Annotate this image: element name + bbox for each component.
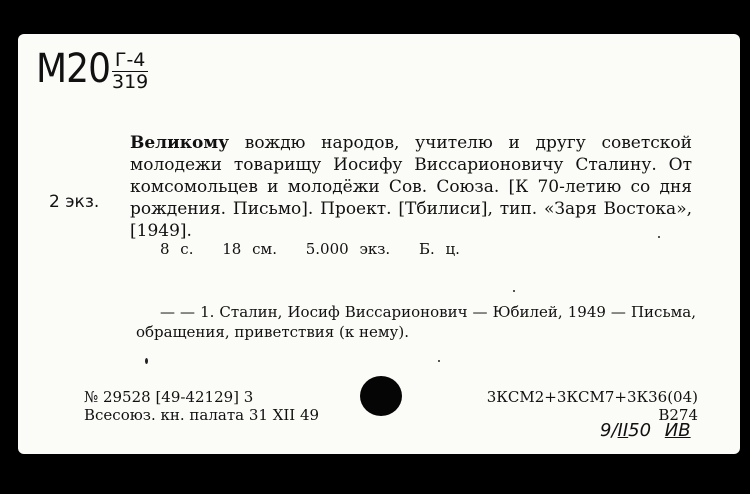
call-number-fraction xyxy=(112,50,148,93)
ink-speck xyxy=(145,358,148,364)
date-day: 9 xyxy=(600,420,612,441)
page-count: 8 с. xyxy=(160,240,194,258)
classification-code: В274 xyxy=(658,406,698,424)
classification-index: 3КСМ2+3КСМ7+3К36(04) xyxy=(486,388,698,406)
ink-speck xyxy=(658,236,660,238)
title-lead-word: Великому xyxy=(130,133,230,153)
date-initials: ИВ xyxy=(664,420,691,441)
price: Б. ц. xyxy=(418,240,460,258)
ink-speck xyxy=(438,360,440,362)
registration-number: № 29528 [49-42129] 3 xyxy=(84,388,254,406)
call-number-denominator: 319 xyxy=(112,71,149,93)
copies-note: 2 экз. xyxy=(49,192,100,212)
physical-description xyxy=(160,238,478,260)
subject-tracing xyxy=(136,302,696,342)
punch-hole xyxy=(360,376,402,416)
tracing-text: — — 1. Сталин, Иосиф Виссарионович — Юбилей, 1949 — Письма, обращения, приветствия (к нему). xyxy=(136,303,696,341)
print-run: 5.000 экз. xyxy=(305,240,391,258)
classification-info xyxy=(476,388,698,424)
registration-info xyxy=(84,388,319,424)
date-year: 50 xyxy=(628,420,652,441)
date-month: II xyxy=(617,420,629,441)
call-number-numerator: Г-4 xyxy=(112,50,148,72)
chamber-date: Всесоюз. кн. палата 31 XII 49 xyxy=(84,406,320,424)
handwritten-date-note: 9/II50 ИВ xyxy=(600,420,691,441)
book-size: 18 см. xyxy=(222,240,277,258)
ink-speck xyxy=(513,290,515,292)
call-number-main: М20 xyxy=(36,46,111,92)
title-text: вождю народов, учителю и другу советской молодежи товарищу Иосифу Виссарионовичу Сталину. От комсомольцев и молодёжи Сов. Союза. [К 70-летию со дня рождения. Письмо]. Проект. [Тбилиси], тип. «Заря Востока», [1949]. xyxy=(130,133,692,241)
title-description xyxy=(130,132,692,242)
catalog-card xyxy=(18,34,740,454)
